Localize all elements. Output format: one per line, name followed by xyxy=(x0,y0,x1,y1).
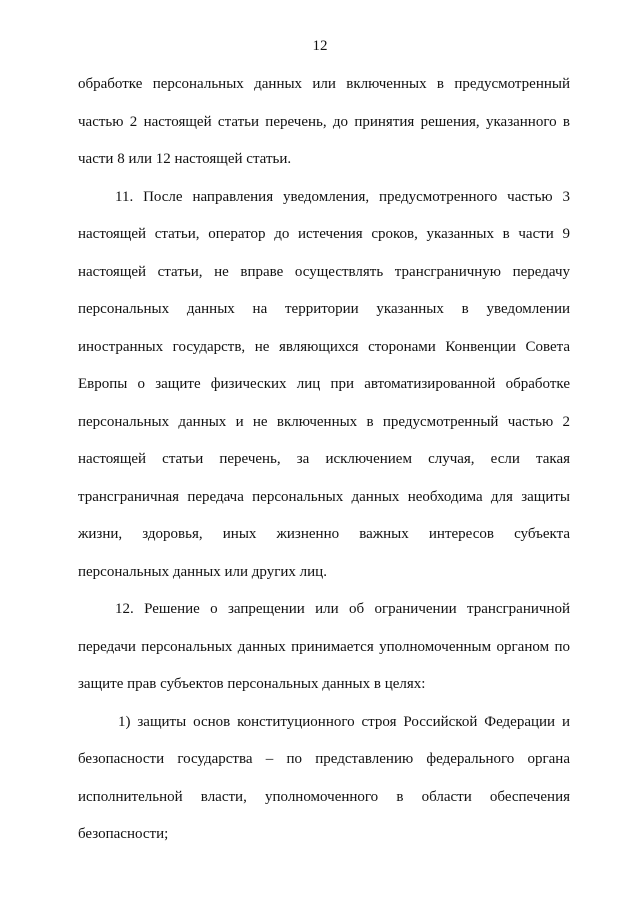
page-number: 12 xyxy=(312,38,328,54)
document-body xyxy=(78,74,570,862)
text-line: персональных данных и не включенных в предусмотренный частью 2 xyxy=(78,413,570,430)
text-line: безопасности государства – по представлению федерального органа xyxy=(78,751,570,767)
text-line: настоящей статьи перечень, за исключением случая, если такая xyxy=(78,451,570,467)
paragraph-11-first-line: 11. После направления уведомления, предусмотренного частью 3 xyxy=(115,188,570,205)
text-line: безопасности; xyxy=(78,826,169,842)
text-line: трансграничная передача персональных данных необходима для защиты xyxy=(78,488,570,505)
text-line: передачи персональных данных принимается уполномоченным органом по xyxy=(78,638,570,655)
text-line: исполнительной власти, уполномоченного в области обеспечения xyxy=(78,788,570,805)
paragraph-12-first-line: 12. Решение о запрещении или об ограничении трансграничной xyxy=(115,601,570,617)
text-line: обработке персональных данных или включенных в предусмотренный xyxy=(78,76,570,92)
text-line: иностранных государств, не являющихся сторонами Конвенции Совета xyxy=(78,338,570,355)
text-line: настоящей статьи, не вправе осуществлять трансграничную передачу xyxy=(78,263,570,280)
text-line: персональных данных на территории указанных в уведомлении xyxy=(78,301,570,317)
text-line: жизни, здоровья, иных жизненно важных интересов субъекта xyxy=(78,526,570,542)
text-line: Европы о защите физических лиц при автоматизированной обработке xyxy=(78,376,570,392)
list-item-1-first-line: 1) защиты основ конституционного строя Российской Федерации и xyxy=(118,713,570,730)
text-line: персональных данных или других лиц. xyxy=(78,563,327,580)
text-line: настоящей статьи, оператор до истечения сроков, указанных в части 9 xyxy=(78,226,570,242)
text-line: части 8 или 12 настоящей статьи. xyxy=(78,151,292,167)
text-line: защите прав субъектов персональных данных в целях: xyxy=(78,676,426,692)
text-line: частью 2 настоящей статьи перечень, до принятия решения, указанного в xyxy=(78,113,570,130)
